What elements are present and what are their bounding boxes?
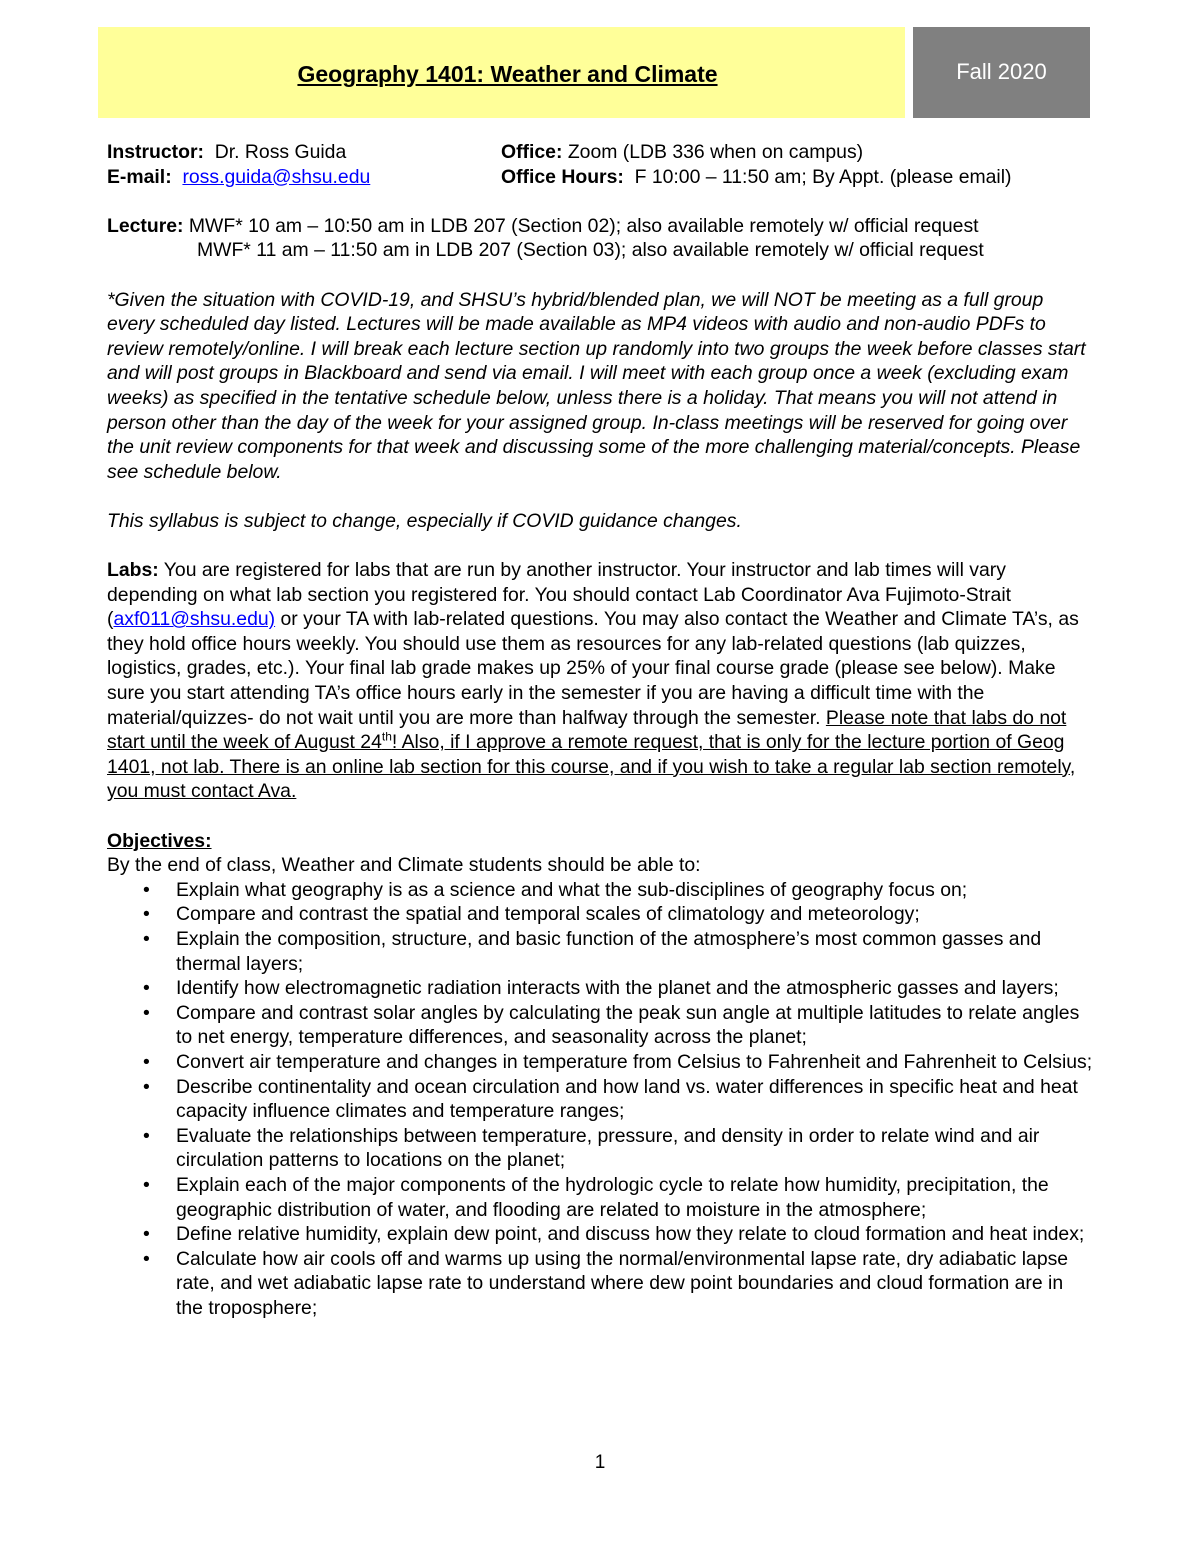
lecture-line-2	[107, 238, 1095, 263]
bullet-icon: •	[143, 878, 150, 901]
covid-note: *Given the situation with COVID-19, and SHSU’s hybrid/blended plan, we will NOT be meeting as a full group every scheduled day listed. Lectures will be made available as MP4 videos with audio and non-audio PDFs to review remotely/online. I will break each lecture section up randomly into two groups the week before classes start and will post groups in Blackboard and send via email. I will meet with each group once a week (excluding exam weeks) as specified in the tentative schedule below, unless there is a holiday. That means you will not attend in person other than the day of the week for your assigned group. In-class meetings will be reserved for going over the unit review components for that week and discussing some of the more challenging material/concepts. Please see schedule below.	[107, 288, 1086, 483]
lab-coordinator-email-link[interactable]: axf011@shsu.edu)	[113, 608, 276, 631]
bullet-icon: •	[143, 903, 150, 926]
bullet-icon: •	[143, 928, 150, 950]
bullet-icon: •	[143, 1001, 150, 1024]
list-item: • Explain each of the major components of the hydrologic cycle to relate how humidity, precipitation, the geographic distribution of water, and flooding are related to moisture in the atmosphere;	[143, 1173, 1049, 1221]
office-value: Zoom (LDB 336 when on campus)	[567, 141, 864, 163]
labs-text-1: You are registered for labs that are run by another instructor. Your instructor and lab times will vary depending on what lab section you registered for. You should contact Lab Coordinator Ava Fujimoto-Strait (	[107, 559, 1012, 631]
bullet-icon: •	[143, 1173, 150, 1196]
syllabus-content	[107, 140, 1095, 1321]
labs-notice-1: Please note that labs do not start until the week of August 24	[107, 706, 1067, 754]
syllabus-note: This syllabus is subject to change, especially if COVID guidance changes.	[107, 509, 742, 532]
email-label: E-mail:	[107, 165, 172, 188]
title-box	[98, 27, 905, 118]
objectives-heading: Objectives:	[107, 829, 212, 852]
lecture-label: Lecture:	[107, 214, 184, 237]
office-hours-label: Office Hours:	[501, 165, 624, 188]
lecture-section-03: MWF* 11 am – 11:50 am in LDB 207 (Section 03); also available remotely w/ official request	[197, 239, 984, 262]
term-label: Fall 2020	[956, 59, 1047, 85]
lecture-section-02: MWF* 10 am – 10:50 am in LDB 207 (Section 02); also available remotely w/ official request	[188, 214, 979, 237]
objectives-intro: By the end of class, Weather and Climate students should be able to:	[107, 854, 701, 877]
instructor-value: Dr. Ross Guida	[214, 141, 347, 163]
objectives-list	[107, 878, 1095, 1321]
office-hours-info	[501, 165, 1012, 190]
office-label: Office:	[501, 141, 563, 163]
labs-notice-sup: th	[381, 729, 392, 744]
term-box	[913, 27, 1090, 118]
list-item: • Identify how electromagnetic radiation interacts with the planet and the atmospheric gasses and layers;	[143, 977, 1059, 1000]
course-title: Geography 1401: Weather and Climate	[297, 61, 718, 88]
instructor-email-link[interactable]: ross.guida@shsu.edu	[182, 165, 371, 188]
office-info	[501, 140, 863, 165]
list-item: • Compare and contrast solar angles by calculating the peak sun angle at multiple latitudes to relate angles to net energy, temperature differences, and seasonality across the planet;	[143, 1001, 1080, 1049]
page-number: 1	[594, 1452, 606, 1473]
list-item: • Calculate how air cools off and warms up using the normal/environmental lapse rate, dry adiabatic lapse rate, and wet adiabatic lapse rate to understand where dew point boundaries and cloud formation are in the troposphere;	[143, 1247, 1069, 1319]
bullet-icon: •	[143, 977, 150, 1000]
list-item: • Explain what geography is as a science and what the sub-disciplines of geography focus on;	[143, 878, 968, 901]
labs-notice-2: ! Also, if I approve a remote request, that is only for the lecture portion of Geog 1401, not lab. There is an online lab section for this course, and if you wish to take a regular lab section remotely, you must contact Ava.	[107, 731, 1076, 803]
lecture-line-1	[107, 214, 1095, 239]
labs-label: Labs:	[107, 559, 159, 582]
list-item: • Compare and contrast the spatial and temporal scales of climatology and meteorology;	[143, 903, 920, 926]
office-hours-value: F 10:00 – 11:50 am; By Appt. (please email)	[634, 165, 1012, 188]
labs-text-2: or your TA with lab-related questions. You may also contact the Weather and Climate TA’s, as they hold office hours weekly. You should use them as resources for any lab-related questions (lab quizzes, logistics, grades, etc.). Your final lab grade makes up 25% of your final course grade (please see below). Make sure you start attending TA’s office hours early in the semester if you are having a difficult time with the material/quizzes- do not wait until you are more than halfway through the semester.	[107, 608, 1079, 729]
instructor-label: Instructor:	[107, 141, 204, 163]
email-row	[107, 165, 1095, 190]
list-item: • Describe continentality and ocean circulation and how land vs. water differences in specific heat and heat capacity influence climates and temperature ranges;	[143, 1075, 1078, 1123]
bullet-icon: •	[143, 1124, 150, 1147]
instructor-row	[107, 140, 1095, 165]
bullet-icon: •	[143, 1050, 150, 1073]
header-band	[98, 27, 1090, 118]
bullet-icon: •	[143, 1247, 150, 1270]
list-item: • Define relative humidity, explain dew point, and discuss how they relate to cloud formation and heat index;	[143, 1223, 1085, 1246]
list-item: • Explain the composition, structure, and basic function of the atmosphere’s most common gasses and thermal layers;	[143, 928, 1042, 975]
bullet-icon: •	[143, 1075, 150, 1098]
labs-paragraph	[107, 558, 1095, 804]
list-item: • Convert air temperature and changes in temperature from Celsius to Fahrenheit and Fahrenheit to Celsius;	[143, 1050, 1093, 1073]
bullet-icon: •	[143, 1223, 150, 1246]
list-item: • Evaluate the relationships between temperature, pressure, and density in order to relate wind and air circulation patterns to locations on the planet;	[143, 1124, 1040, 1172]
